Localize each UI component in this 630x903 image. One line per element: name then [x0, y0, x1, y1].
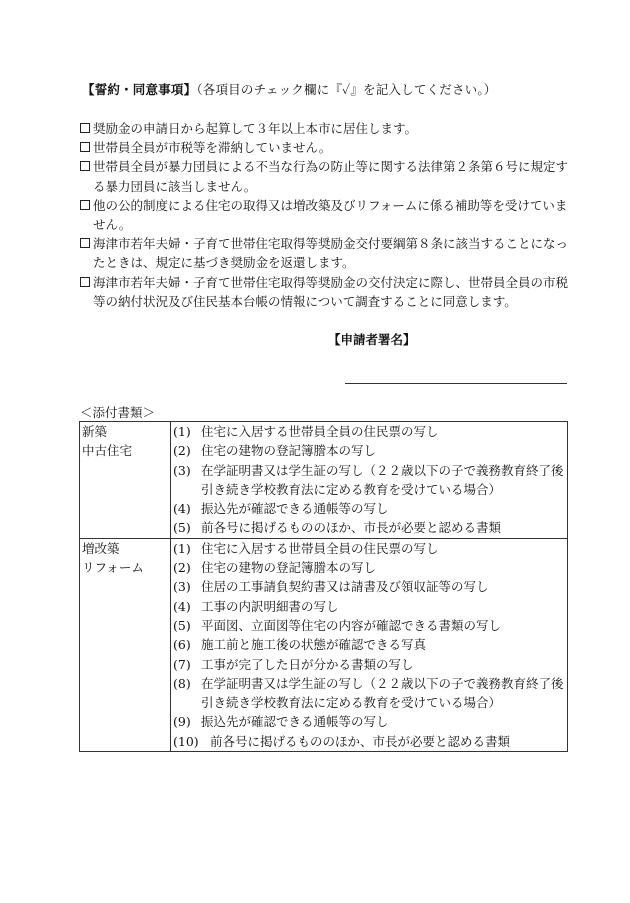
doc-number: (7): [173, 656, 191, 672]
list-item: [173, 422, 565, 441]
pledge-checkbox[interactable]: [80, 200, 90, 210]
doc-number: (3): [173, 462, 191, 478]
list-item: [173, 712, 565, 731]
list-item: [173, 616, 565, 635]
pledge-item-text: 世帯員全員が市税等を滞納していません。: [93, 140, 332, 156]
doc-number: (5): [173, 520, 191, 536]
doc-number: (4): [173, 501, 191, 517]
pledge-item-text: 奨励金の申請日から起算して３年以上本市に居住します。: [93, 121, 418, 136]
pledge-title-note: （各項目のチェック欄に『✓』を記入してください。）: [196, 82, 497, 97]
doc-number: (1): [173, 424, 191, 439]
pledge-item-text: 世帯員全員が暴力団員による不当な行為の防止等に関する法律第２条第６号に規定する暴力団員に該当しません。: [93, 159, 569, 194]
doc-number: (1): [173, 540, 191, 556]
list-item: [173, 577, 565, 596]
doc-text: 工事が完了した日が分かる書類の写し: [201, 656, 414, 672]
doc-text: 施工前と施工後の状態が確認できる写真: [201, 637, 427, 653]
doc-number: (2): [173, 560, 191, 576]
doc-number: (3): [173, 579, 191, 595]
attachments-heading: ＜添付書類＞: [80, 405, 156, 420]
category-label: 中古住宅: [82, 443, 133, 459]
list-item: [173, 539, 565, 558]
doc-number: (5): [173, 617, 191, 633]
pledge-title-heading: 【誓約・同意事項】: [82, 82, 197, 97]
list-item: [173, 732, 565, 751]
list-item: [173, 655, 565, 674]
pledge-checkbox[interactable]: [80, 161, 90, 171]
list-item: [173, 635, 565, 654]
table-row: [80, 538, 568, 751]
doc-text: 住宅に入居する世帯員全員の住民票の写し: [201, 540, 439, 556]
signature-label: 【申請者署名】: [328, 332, 416, 347]
docs-cell: [171, 538, 568, 751]
pledge-list: [80, 119, 570, 311]
docs-cell: [171, 422, 568, 539]
pledge-checkbox[interactable]: [80, 123, 90, 133]
doc-text: 振込先が確認できる通帳等の写し: [201, 501, 389, 517]
doc-text: 振込先が確認できる通帳等の写し: [201, 714, 389, 730]
doc-text: 住宅の建物の登記簿謄本の写し: [201, 560, 377, 576]
category-cell: [80, 538, 171, 751]
pledge-checkbox[interactable]: [80, 238, 90, 248]
doc-text: 工事の内訳明細書の写し: [201, 598, 339, 614]
list-item: [173, 597, 565, 616]
list-item: [173, 518, 565, 537]
doc-number: (6): [173, 637, 191, 653]
doc-text: 住居の工事請負契約書又は請書及び領収証等の写し: [201, 579, 489, 595]
category-label: 新築: [82, 424, 108, 439]
pledge-item-repayment: [80, 234, 570, 272]
pledge-item-residence: [80, 119, 570, 138]
doc-number: (10): [173, 733, 199, 749]
attachments-table: [79, 421, 568, 752]
doc-text: 在学証明書又は学生証の写し（２２歳以下の子で義務教育終了後引き続き学校教育法に定める教育を受けている場合）: [201, 675, 564, 711]
pledge-item-tax: [80, 138, 570, 157]
category-label: リフォーム: [82, 560, 144, 576]
table-row: [80, 422, 568, 539]
list-item: [173, 558, 565, 577]
pledge-item-antigang: [80, 157, 570, 195]
list-item: [173, 441, 565, 460]
pledge-checkbox[interactable]: [80, 142, 90, 152]
pledge-item-other-subsidy: [80, 196, 570, 234]
list-item: [173, 499, 565, 518]
doc-number: (9): [173, 714, 191, 730]
doc-text: 前各号に掲げるもののほか、市長が必要と認める書類: [210, 733, 511, 749]
list-item: [173, 461, 565, 500]
signature-field[interactable]: [345, 383, 567, 384]
doc-number: (4): [173, 598, 191, 614]
doc-number: (2): [173, 443, 191, 459]
doc-text: 住宅に入居する世帯員全員の住民票の写し: [201, 424, 439, 439]
pledge-title: [82, 80, 497, 98]
pledge-item-consent: [80, 273, 570, 311]
pledge-checkbox[interactable]: [80, 277, 90, 287]
list-item: [173, 674, 565, 713]
pledge-item-text: 海津市若年夫婦・子育て世帯住宅取得等奨励金交付要綱第８条に該当することになったときは、規定に基づき奨励金を返還します。: [93, 236, 569, 271]
pledge-item-text: 海津市若年夫婦・子育て世帯住宅取得等奨励金の交付決定に際し、世帯員全員の市税等の納付状況及び住民基本台帳の情報について調査することに同意します。: [93, 274, 569, 309]
category-cell: [80, 422, 171, 539]
doc-text: 平面図、立面図等住宅の内容が確認できる書類の写し: [201, 617, 502, 633]
doc-text: 住宅の建物の登記簿謄本の写し: [201, 443, 377, 459]
doc-text: 在学証明書又は学生証の写し（２２歳以下の子で義務教育終了後引き続き学校教育法に定める教育を受けている場合）: [201, 462, 564, 497]
pledge-item-text: 他の公的制度による住宅の取得又は増改築及びリフォームに係る補助等を受けていません。: [93, 197, 568, 233]
doc-text: 前各号に掲げるもののほか、市長が必要と認める書類: [201, 520, 502, 536]
doc-number: (8): [173, 675, 191, 691]
category-label: 増改築: [82, 540, 120, 556]
